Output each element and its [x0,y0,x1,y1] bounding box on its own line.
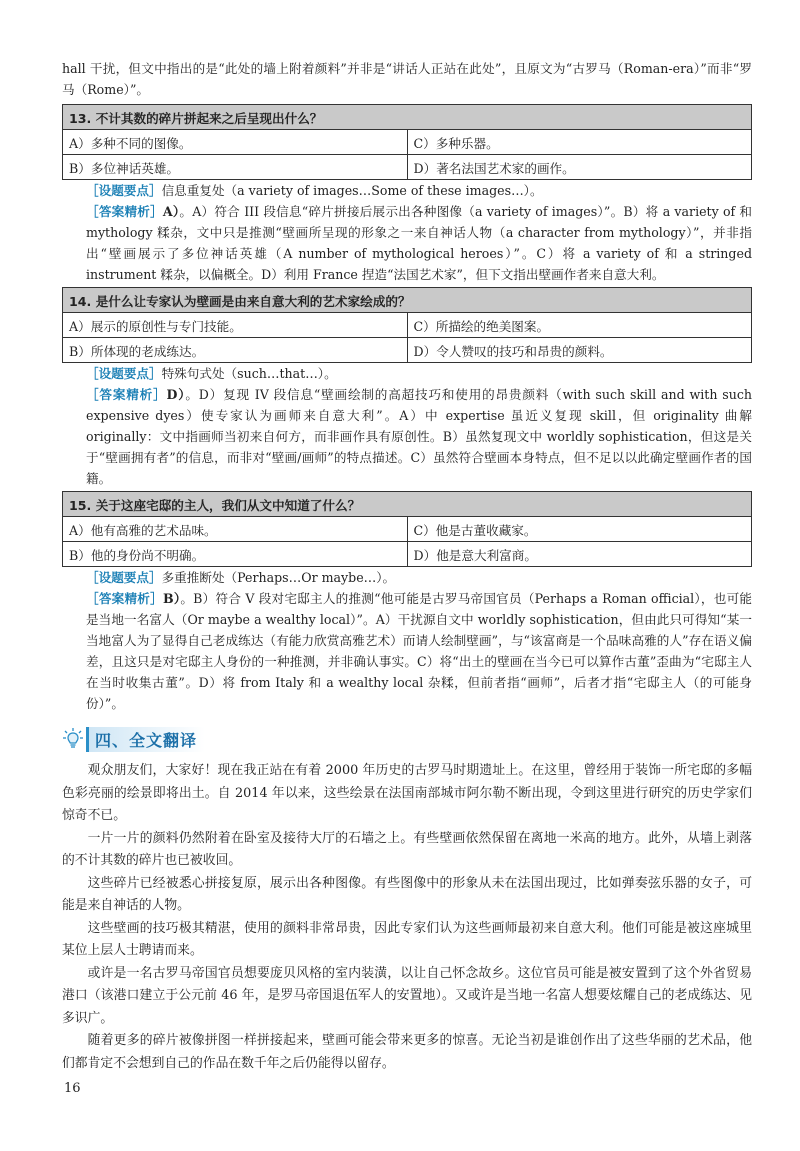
answer-analysis [62,384,752,489]
question-title: 13. 不计其数的碎片拼起来之后呈现出什么？ [63,105,752,130]
design-point-label: ［设题要点］ [86,570,162,585]
question-title: 14. 是什么让专家认为壁画是由来自意大利的艺术家绘成的？ [63,288,752,313]
design-point-text: 信息重复处（a variety of images…Some of these images…）。 [161,183,543,198]
design-point [62,567,752,588]
option-d: D）他是意大利富商。 [407,542,752,567]
design-point-label: ［设题要点］ [86,183,162,198]
option-b: B）多位神话英雄。 [63,155,408,180]
answer-analysis-text: 。A）符合 III 段信息“碎片拼接后展示出各种图像（a variety of images）”。B）将 a variety of 和 mythology 糅杂，文中只是推测“壁画所呈现的形象之一来自神话人物（a character from mythology）”，并非指出“壁画展示了多位神话英雄（A number of mythological heroes）”。C）将 a variety of 和 a stringed instrument 糅杂，以偏概全。D）利用 France 捏造“法国艺术家”，但下文指出壁画作者来自意大利。 [86,204,753,282]
page-content [62,58,752,1075]
section-title: 四、全文翻译 [95,730,198,750]
question-table [62,287,752,363]
translation-paragraph: 这些碎片已经被悉心拼接复原，展示出各种图像。有些图像中的形象从未在法国出现过，比如弹奏弦乐器的女子，可能是来自神话的人物。 [62,875,752,913]
question-13 [62,104,752,285]
option-c: C）所描绘的绝美图案。 [407,313,752,338]
question-table [62,104,752,180]
design-point-text: 特殊句式处（such…that…）。 [161,366,337,381]
answer-analysis-label: ［答案精析］ [86,591,163,606]
translation-paragraph: 观众朋友们，大家好！现在我正站在有着 2000 年历史的古罗马时期遗址上。在这里，曾经用于装饰一所宅邸的多幅色彩亮丽的绘景即将出土。自 2014 年以来，这些绘景在法国南部城市阿尔勒不断出现，令到这里进行研究的历史学家们惊奇不已。 [62,763,752,823]
option-d: D）著名法国艺术家的画作。 [407,155,752,180]
option-c: C）多种乐器。 [407,130,752,155]
question-title: 15. 关于这座宅邸的主人，我们从文中知道了什么？ [63,492,752,517]
answer-analysis [62,588,752,714]
answer-letter: D） [166,387,186,402]
translation-paragraph: 或许是一名古罗马帝国官员想要庞贝风格的室内装潢，以让自己怀念故乡。这位官员可能是被安置到了这个外省贸易港口（该港口建立于公元前 46 年，是罗马帝国退伍军人的安置地）。又或许是当地一名富人想要炫耀自己的老成练达、见多识广。 [62,965,752,1026]
design-point [62,363,752,384]
translation-body [62,760,752,1075]
intro-paragraph: hall 干扰，但文中指出的是“此处的墙上附着颜料”并非是“讲话人正站在此处”，且原文为“古罗马（Roman-era）”而非“罗马（Rome）”。 [62,61,752,97]
answer-letter: A） [162,204,180,219]
answer-analysis [62,201,752,285]
translation-paragraph: 一片一片的颜料仍然附着在卧室及接待大厅的石墙之上。有些壁画依然保留在离地一米高的地方。此外，从墙上剥落的不计其数的碎片也已被收回。 [62,830,752,868]
question-14 [62,287,752,489]
question-15 [62,491,752,714]
option-b: B）他的身份尚不明确。 [63,542,408,567]
answer-analysis-text: 。D）复现 IV 段信息“壁画绘制的高超技巧和使用的昂贵颜料（with such skill and with such expensive dyes）使专家认为画师来自意大利”。A）中 expertise 虽近义复现 skill，但 originality 曲解 originally：文中指画师当初来自何方，而非画作具有原创性。B）虽然复现文中 worldly sophistication，但这是关于“壁画拥有者”的信息，而非对“壁画/画师”的特点描述。C）虽然符合壁画本身特点，但不足以以此确定壁画作者的国籍。 [86,387,752,486]
section-heading [62,726,752,752]
option-a: A）他有高雅的艺术品味。 [63,517,408,542]
option-c: C）他是古董收藏家。 [407,517,752,542]
option-b: B）所体现的老成练达。 [63,338,408,363]
section-title-bar [86,727,211,752]
option-a: A）展示的原创性与专门技能。 [63,313,408,338]
translation-paragraph: 这些壁画的技巧极其精湛，使用的颜料非常昂贵，因此专家们认为这些画师最初来自意大利。他们可能是被这座城里某位上层人士聘请而来。 [62,920,752,958]
design-point-text: 多重推断处（Perhaps…Or maybe…）。 [161,570,396,585]
design-point-label: ［设题要点］ [86,366,162,381]
answer-analysis-text: 。B）符合 V 段对宅邸主人的推测“他可能是古罗马帝国官员（Perhaps a Roman official），也可能是当地一名富人（Or maybe a wealthy local）”。A）干扰源自文中 worldly sophistication，但由此只可得知“某一当地富人为了显得自己老成练达（有能力欣赏高雅艺术）而请人绘制壁画”，与“该富商是一个品味高雅的人”存在语义偏差，且这只是对宅邸主人身份的一种推测，并非确认事实。C）将“出土的壁画在当今已可以算作古董”歪曲为“宅邸主人在当时收集古董”。D）将 from Italy 和 a wealthy local 杂糅，但前者指“画师”，后者才指“宅邸主人（的可能身份）”。 [86,591,753,711]
page-number: 16 [64,1081,81,1096]
design-point [62,180,752,201]
answer-analysis-label: ［答案精析］ [86,204,163,219]
lightbulb-icon [62,727,84,751]
option-a: A）多种不同的图像。 [63,130,408,155]
translation-paragraph: 随着更多的碎片被像拼图一样拼接起来，壁画可能会带来更多的惊喜。无论当初是谁创作出了这些华丽的艺术品，他们都肯定不会想到自己的作品在数千年之后仍能得以留存。 [62,1033,752,1071]
question-table [62,491,752,567]
answer-letter: B） [162,591,181,606]
answer-analysis-label: ［答案精析］ [86,387,167,402]
option-d: D）令人赞叹的技巧和昂贵的颜料。 [407,338,752,363]
